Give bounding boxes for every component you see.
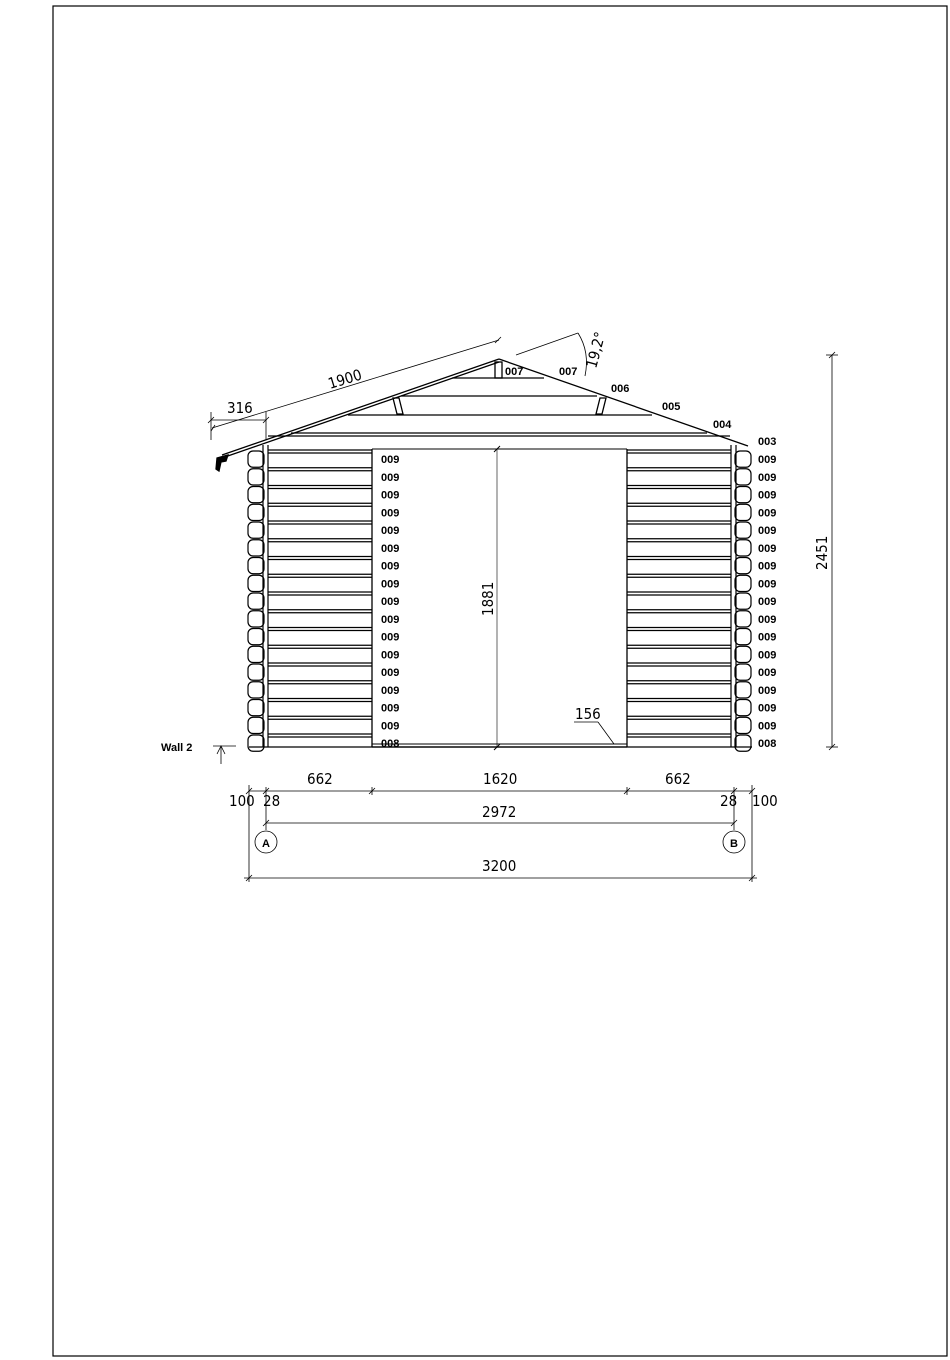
wall-piece-label-left: 009 bbox=[381, 578, 400, 591]
log-end-left bbox=[248, 558, 264, 574]
dim-angle: 19,2° bbox=[582, 329, 610, 371]
log-end-right bbox=[735, 735, 751, 751]
log-end-left bbox=[248, 700, 264, 716]
wall-piece-label-right: 009 bbox=[758, 507, 777, 520]
wall-label: Wall 2 bbox=[161, 742, 193, 754]
roof-label-006: 006 bbox=[611, 383, 630, 395]
wall-piece-label-right: 009 bbox=[758, 649, 777, 662]
wall-piece-label-left: 009 bbox=[381, 489, 400, 502]
wall-logs bbox=[248, 445, 752, 751]
wall-labels bbox=[381, 436, 776, 750]
wall-piece-label-left: 009 bbox=[381, 684, 400, 697]
log-end-right bbox=[735, 504, 751, 520]
log-end-left bbox=[248, 522, 264, 538]
wall-piece-label-left: 009 bbox=[381, 525, 400, 537]
log-end-right bbox=[735, 487, 751, 503]
wall-piece-label-right: 009 bbox=[758, 667, 777, 679]
wall-piece-label-right: 009 bbox=[758, 471, 777, 484]
wall-piece-label-right: 009 bbox=[758, 454, 777, 466]
dim-door-height: 1881 bbox=[479, 581, 497, 616]
log-end-right bbox=[735, 575, 751, 591]
dim-axis-span: 2972 bbox=[482, 803, 517, 821]
wall-piece-label-right: 009 bbox=[758, 578, 777, 591]
log-end-right bbox=[735, 451, 751, 467]
log-end-left bbox=[248, 611, 264, 627]
wall-piece-label-right: 009 bbox=[758, 720, 777, 733]
dim-threshold: 156 bbox=[575, 705, 601, 723]
dim-right-panel: 662 bbox=[665, 770, 691, 788]
wall-piece-label-right: 009 bbox=[758, 596, 777, 608]
dim-door-width: 1620 bbox=[483, 770, 518, 788]
log-end-right bbox=[735, 629, 751, 645]
wall-piece-label-left: 009 bbox=[381, 720, 400, 733]
wall-piece-label-right: 009 bbox=[758, 613, 777, 626]
log-end-left bbox=[248, 540, 264, 556]
dim-overhang: 316 bbox=[227, 399, 253, 417]
dim-left-offset-outer: 100 bbox=[229, 792, 255, 810]
wall-piece-label-right: 009 bbox=[758, 560, 777, 573]
log-end-left bbox=[248, 504, 264, 520]
wall-piece-label-left: 009 bbox=[381, 667, 400, 679]
axis-marker-b: B bbox=[730, 838, 738, 850]
wall-piece-label-left: 009 bbox=[381, 560, 400, 573]
log-end-right bbox=[735, 593, 751, 609]
log-end-left bbox=[248, 469, 264, 485]
log-end-right bbox=[735, 469, 751, 485]
wall-piece-label-left: 009 bbox=[381, 454, 400, 466]
dim-left-offset-inner: 28 bbox=[263, 792, 281, 810]
dim-total-width: 3200 bbox=[482, 857, 517, 875]
wall-piece-label-right: 009 bbox=[758, 684, 777, 697]
wall-piece-label-left: 009 bbox=[381, 613, 400, 626]
roof bbox=[216, 359, 748, 471]
wall-piece-label-right: 003 bbox=[758, 436, 777, 448]
log-end-right bbox=[735, 646, 751, 662]
wall-piece-label-right: 009 bbox=[758, 631, 777, 644]
wall-piece-label-right: 009 bbox=[758, 525, 777, 537]
wall-piece-label-left: 008 bbox=[381, 738, 400, 750]
dim-right-offset-outer: 100 bbox=[752, 792, 778, 810]
log-end-right bbox=[735, 558, 751, 574]
wall-piece-label-right: 009 bbox=[758, 489, 777, 502]
log-end-left bbox=[248, 593, 264, 609]
log-end-left bbox=[248, 487, 264, 503]
roof-label-004: 004 bbox=[713, 419, 732, 431]
dim-right-offset-inner: 28 bbox=[720, 792, 738, 810]
sheet-border bbox=[53, 6, 947, 1356]
dim-left-panel: 662 bbox=[307, 770, 333, 788]
log-end-left bbox=[248, 664, 264, 680]
log-end-right bbox=[735, 522, 751, 538]
log-end-left bbox=[248, 646, 264, 662]
log-end-left bbox=[248, 735, 264, 751]
roof-label-007: 007 bbox=[559, 366, 578, 378]
roof-label-005: 005 bbox=[662, 401, 681, 413]
log-end-left bbox=[248, 717, 264, 733]
log-end-right bbox=[735, 611, 751, 627]
log-end-right bbox=[735, 682, 751, 698]
log-end-left bbox=[248, 629, 264, 645]
log-end-right bbox=[735, 664, 751, 680]
dim-rafter: 1900 bbox=[325, 365, 365, 393]
wall-piece-label-right: 008 bbox=[758, 738, 777, 750]
log-end-left bbox=[248, 451, 264, 467]
wall-piece-label-left: 009 bbox=[381, 631, 400, 644]
wall-piece-label-right: 009 bbox=[758, 702, 777, 715]
log-end-right bbox=[735, 700, 751, 716]
wall-piece-label-right: 009 bbox=[758, 542, 777, 555]
log-end-left bbox=[248, 682, 264, 698]
wall-piece-label-left: 009 bbox=[381, 596, 400, 608]
wall-piece-label-left: 009 bbox=[381, 702, 400, 715]
wall-piece-label-left: 009 bbox=[381, 507, 400, 520]
roof-label-007-ridge: 007 bbox=[505, 366, 524, 378]
wall-piece-label-left: 009 bbox=[381, 471, 400, 484]
dim-height: 2451 bbox=[813, 535, 831, 570]
axis-marker-a: A bbox=[262, 838, 270, 850]
wall-piece-label-left: 009 bbox=[381, 542, 400, 555]
log-end-right bbox=[735, 717, 751, 733]
wall-piece-label-left: 009 bbox=[381, 649, 400, 662]
log-end-left bbox=[248, 575, 264, 591]
log-end-right bbox=[735, 540, 751, 556]
